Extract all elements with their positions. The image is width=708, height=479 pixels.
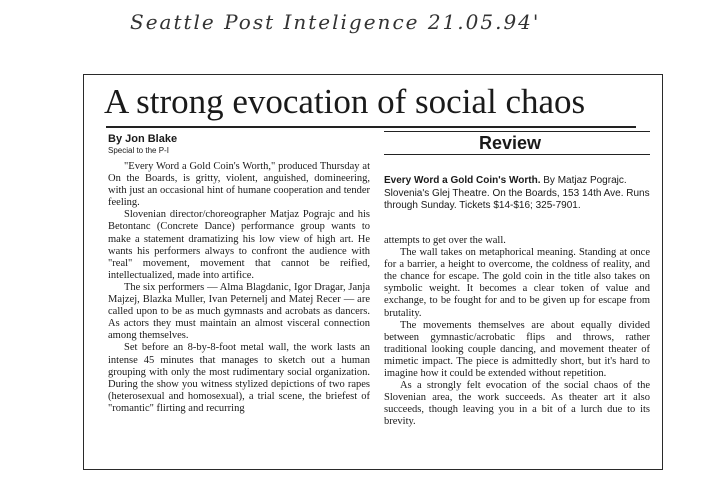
article-column-right (384, 235, 650, 429)
production-title: Every Word a Gold Coin's Worth. (384, 175, 541, 186)
article-headline: A strong evocation of social chaos (104, 82, 586, 121)
paragraph: Set before an 8-by-8-foot metal wall, the work lasts an intense 45 minutes that manages to sketch out a human grouping with only the most rudimentary social organization. During the show you witness stylized depictions of two rapes (heterosexual and homosexual), a trial scene, the briefest of "romantic" flirting and recurring (108, 342, 370, 414)
paragraph: "Every Word a Gold Coin's Worth," produced Thursday at On the Boards, is gritty, violent, anguished, domineering, with just an occasional hint of humane cooperation and tender feeling. (108, 161, 370, 209)
review-label: Review (479, 133, 542, 153)
production-info (384, 175, 650, 213)
production-details: By Matjaz Pograjc. Slovenia's Glej Theatre. On the Boards, 153 14th Ave. Runs through Sunday. Tickets $14-$16; 325-7901. (384, 175, 650, 211)
article-column-left (108, 161, 370, 415)
newspaper-clipping (83, 74, 663, 470)
handwritten-source-note: Seattle Post Inteligence 21.05.94' (130, 10, 541, 34)
paragraph: attempts to get over the wall. (384, 235, 506, 246)
byline: By Jon Blake (108, 133, 178, 145)
review-section-header (384, 131, 650, 155)
paragraph: The movements themselves are about equally divided between gymnastic/acrobatic flips and throws, rather traditional looking couple dancing, and movement theater of mimetic impact. The piece is admittedly short, but it's hard to imagine how it could be extended without repetition. (384, 319, 650, 380)
byline-affiliation: Special to the P-I (108, 146, 169, 155)
paragraph: As a strongly felt evocation of the social chaos of the Slovenian area, the work succeeds. As theater art it also succeeds, though leaving you in a bit of a lurch due to its brevity. (384, 380, 650, 428)
paragraph: Slovenian director/choreographer Matjaz Pograjc and his Betontanc (Concrete Dance) performance group wants to make a statement dramatizing his low view of high art. He wants his performers always to confront the audience with "real" movement, movement that cannot be reified, intellectualized, made into artifice. (108, 209, 370, 281)
paragraph: The wall takes on metaphorical meaning. Standing at once for a barrier, a height to overcome, the coldness of reality, and the chance for escape. The gold coin in the title also takes on symbolic weight. It becomes a clear token of value and exchange, to be fought for and to be given up for escape from brutality. (384, 247, 650, 319)
paragraph: The six performers — Alma Blagdanic, Igor Dragar, Janja Majzej, Blazka Muller, Ivan Peternelj and Matej Recer — are called upon to be as much gymnasts and acrobats as dancers. As actors they must maintain an almost visceral connection among themselves. (108, 281, 370, 342)
headline-rule (106, 126, 636, 128)
